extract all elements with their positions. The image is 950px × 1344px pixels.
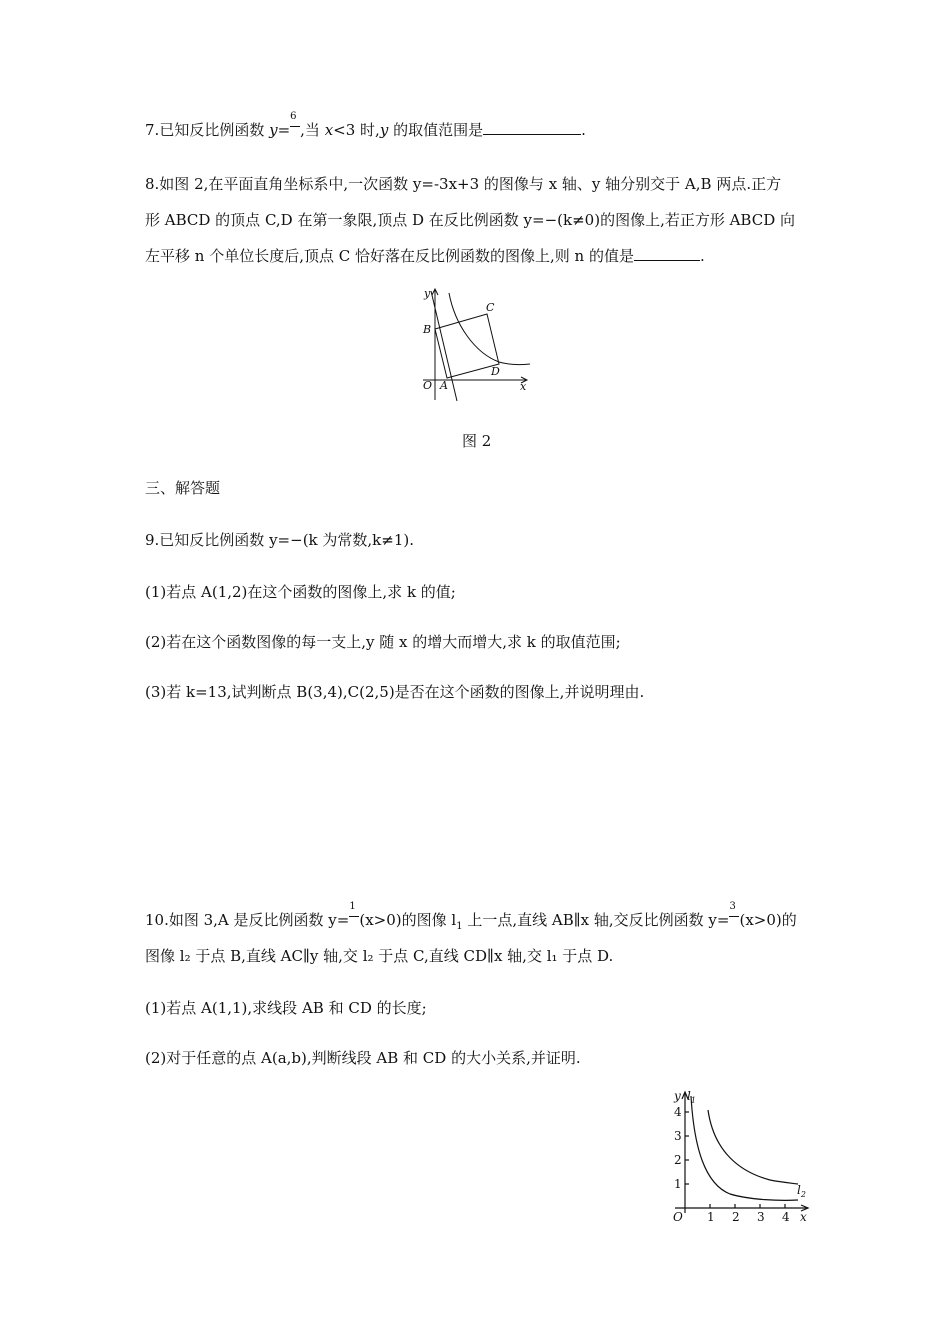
figure-2: [415, 285, 540, 405]
q10-line-1: [145, 901, 797, 937]
q7-text-b: ,当: [300, 121, 325, 139]
q10-line-1b: (x>0)的图像 l: [359, 911, 457, 929]
fig3-label-o: O: [673, 1210, 683, 1224]
q7-x-var: x: [324, 121, 334, 139]
fig3-y-tick-label-3: 3: [674, 1129, 682, 1143]
q8-line-1: 8.如图 2,在平面直角坐标系中,一次函数 y=-3x+3 的图像与 x 轴、y 轴分别交于 A,B 两点.正方: [145, 175, 782, 193]
fig3-label-y: y: [674, 1089, 681, 1103]
fig3-curve-l2: [708, 1110, 798, 1184]
fig2-label-b: B: [423, 323, 432, 336]
fig2-label-x: x: [520, 380, 527, 393]
q7-frac-num: 6: [290, 111, 297, 122]
q10-sub-1: 1: [456, 921, 463, 932]
q7-eq: =: [277, 121, 291, 139]
fig3-x-tick-label-3: 3: [757, 1210, 765, 1224]
fig2-label-a: A: [440, 379, 448, 392]
q10-fraction-1: [349, 901, 359, 925]
q10-part-1: (1)若点 A(1,1),求线段 AB 和 CD 的长度;: [145, 999, 427, 1017]
q7-text-c: 的取值范围是: [388, 121, 484, 139]
q8-line-3-end: .: [699, 247, 705, 265]
figure-2-caption: 图 2: [462, 432, 492, 450]
figure-3: [670, 1088, 815, 1228]
fig2-label-d: D: [491, 365, 500, 378]
q7-end: .: [581, 121, 586, 139]
fig3-label-x: x: [800, 1210, 807, 1224]
section-3-heading: 三、解答题: [145, 479, 221, 497]
fig3-y-tick-label-4: 4: [674, 1105, 682, 1119]
q10-line-1d: (x>0)的: [739, 911, 797, 929]
question-7: [145, 111, 586, 140]
q9-part-2: (2)若在这个函数图像的每一支上,y 随 x 的增大而增大,求 k 的取值范围;: [145, 633, 621, 651]
q7-y-var2: y: [379, 121, 389, 139]
q10-part-2: (2)对于任意的点 A(a,b),判断线段 AB 和 CD 的大小关系,并证明.: [145, 1049, 581, 1067]
q8-line-3: [145, 246, 705, 266]
fig3-x-tick-label-2: 2: [732, 1210, 740, 1224]
q8-line-2: 形 ABCD 的顶点 C,D 在第一象限,顶点 D 在反比例函数 y=−(k≠0)的图像上,若正方形 ABCD 向: [145, 211, 796, 229]
q9-part-3: (3)若 k=13,试判断点 B(3,4),C(2,5)是否在这个函数的图像上,并说明理由.: [145, 683, 645, 701]
fig3-x-tick-label-4: 4: [782, 1210, 790, 1224]
fig3-label-l1: $l_1$: [687, 1089, 696, 1105]
fig3-label-l2: $l_2$: [797, 1183, 806, 1199]
fig2-label-o: O: [423, 379, 433, 392]
fig3-curve-l1: [691, 1096, 798, 1200]
fig3-y-tick-label-1: 1: [674, 1177, 682, 1191]
q10-fraction-2: [729, 901, 739, 925]
q7-fraction: [290, 111, 300, 135]
q10-line-1c: 上一点,直线 AB∥x 轴,交反比例函数 y=: [462, 911, 730, 929]
q10-line-2: 图像 l₂ 于点 B,直线 AC∥y 轴,交 l₂ 于点 C,直线 CD∥x 轴,交 l₁ 于点 D.: [145, 947, 614, 965]
q9-part-1: (1)若点 A(1,2)在这个函数的图像上,求 k 的值;: [145, 583, 456, 601]
q7-number: 7.: [145, 121, 160, 139]
fig2-label-y: y: [424, 287, 431, 300]
fig2-label-c: C: [486, 301, 495, 314]
q7-text-a: 已知反比例函数: [159, 121, 270, 139]
q8-answer-blank[interactable]: [634, 246, 700, 261]
q8-line-3-text: 左平移 n 个单位长度后,顶点 C 恰好落在反比例函数的图像上,则 n 的值是: [145, 247, 634, 265]
q7-answer-blank[interactable]: [483, 120, 581, 135]
q7-cond: <3 时,: [333, 121, 380, 139]
q9-stem: 9.已知反比例函数 y=−(k 为常数,k≠1).: [145, 531, 414, 549]
q10-frac-2-num: 3: [729, 901, 736, 912]
fig3-y-tick-label-2: 2: [674, 1153, 682, 1167]
q7-y-var: y: [269, 121, 278, 139]
q10-frac-1-num: 1: [349, 901, 356, 912]
fig3-x-tick-label-1: 1: [707, 1210, 715, 1224]
fig2-square-abcd: [435, 314, 499, 378]
q10-line-1a: 10.如图 3,A 是反比例函数 y=: [145, 911, 350, 929]
